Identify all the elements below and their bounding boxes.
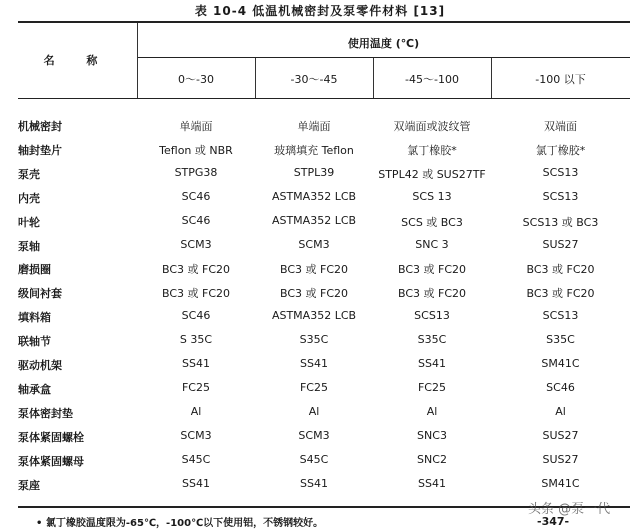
row-label: 泵座 [18,479,40,492]
table-cell: BC3 或 FC20 [161,287,231,300]
table-cell: SS41 [182,357,210,370]
row-label: 填料箱 [18,311,51,324]
header-range: -30～-45 [290,73,338,86]
row-label: 机械密封 [18,120,62,133]
table-cell: 玻璃填充 Teflon [274,144,354,157]
header-range: 0～-30 [178,73,214,86]
header-name: 名 称 [43,54,112,67]
table-cell: SS41 [418,357,446,370]
table-cell: SCS13 [414,309,450,322]
table-cell: S35C [299,333,329,346]
table-cell: SCS 或 BC3 [401,216,463,229]
row-label: 磨损圈 [18,263,51,276]
table-cell: STPG38 [174,166,218,179]
table-cell: SCS 13 [412,190,452,203]
table-row [0,333,640,353]
table-cell: SUS27 [542,429,579,442]
footnote: • 氯丁橡胶温度限为-65℃，-100℃以下使用铝，不锈钢较好。 [36,518,324,529]
table-cell: SCM3 [298,238,330,251]
table-cell: BC3 或 FC20 [397,263,467,276]
table-cell: SUS27 [542,238,579,251]
table-cell: S45C [181,453,211,466]
table-row [0,118,640,138]
table-cell: SC46 [181,309,211,322]
table-cell: SCS13 [542,166,579,179]
table-cell: 氯丁橡胶* [535,144,586,157]
top-rule [18,21,630,23]
table-cell: SM41C [541,357,580,370]
table-cell: BC3 或 FC20 [279,263,349,276]
table-cell: BC3 或 FC20 [279,287,349,300]
watermark: 头条 @泵一代 [528,502,611,517]
table-row [0,285,640,305]
table-row [0,357,640,377]
table-cell: Al [426,405,438,418]
table-row [0,238,640,258]
table-cell: SM41C [541,477,580,490]
row-label: 级间衬套 [18,287,62,300]
table-cell: BC3 或 FC20 [526,263,595,276]
table-row [0,453,640,473]
table-cell: S35C [417,333,447,346]
row-label: 联轴节 [18,335,51,348]
table-cell: BC3 或 FC20 [397,287,467,300]
table-cell: 氯丁橡胶* [407,144,457,157]
table-row [0,261,640,281]
table-cell: 单端面 [297,120,331,133]
header-rule [18,98,630,99]
row-label: 泵轴 [18,240,40,253]
row-label: 内壳 [18,192,40,205]
row-label: 轴承盒 [18,383,51,396]
table-cell: Al [555,405,566,418]
table-cell: Al [308,405,320,418]
table-cell: SCS13 或 BC3 [522,216,599,229]
table-row [0,214,640,234]
table-cell: SCM3 [298,429,330,442]
table-cell: S45C [299,453,329,466]
table-cell: S 35C [179,333,213,346]
table-cell: SNC 3 [415,238,449,251]
table-cell: FC25 [417,381,446,394]
row-label: 泵体密封垫 [18,407,73,420]
row-label: 泵体紧固螺栓 [18,431,84,444]
table-cell: STPL39 [293,166,335,179]
table-row [0,381,640,401]
row-label: 轴封垫片 [18,144,62,157]
table-cell: SC46 [181,190,211,203]
subheader-rule [137,57,630,58]
table-cell: 单端面 [179,120,213,133]
table-cell: SC46 [181,214,211,227]
table-cell: ASTMA352 LCB [271,309,357,322]
table-row [0,477,640,497]
table-cell: SNC3 [417,429,447,442]
table-cell: ASTMA352 LCB [271,190,357,203]
table-cell: SUS27 [542,453,579,466]
table-cell: Teflon 或 NBR [159,144,233,157]
table-cell: SS41 [300,477,328,490]
table-row [0,190,640,210]
table-cell: FC25 [181,381,210,394]
header-temperature: 使用温度 (℃) [347,37,420,50]
table-cell: SNC2 [417,453,447,466]
table-title: 表 10-4 低温机械密封及泵零件材料 [13] [194,4,446,18]
table-cell: BC3 或 FC20 [526,287,595,300]
table-cell: SS41 [418,477,446,490]
table-cell: 双端面或波纹管 [393,120,471,133]
table-row [0,429,640,449]
header-range: -45～-100 [405,73,459,86]
table-cell: SCS13 [542,309,579,322]
table-row [0,166,640,186]
table-cell: BC3 或 FC20 [161,263,231,276]
row-label: 驱动机架 [18,359,62,372]
table-cell: ASTMA352 LCB [271,214,357,227]
header-range: -100 以下 [535,73,586,86]
table-row [0,405,640,425]
table-cell: SCM3 [180,238,212,251]
table-cell: SS41 [300,357,328,370]
table-row [0,142,640,162]
table-cell: SS41 [182,477,210,490]
page-number: -347- [537,515,570,528]
table-cell: SCS13 [542,190,579,203]
row-label: 叶轮 [18,216,40,229]
row-label: 泵壳 [18,168,40,181]
table-cell: 双端面 [544,120,577,133]
table-cell: STPL42 或 SUS27TF [378,168,486,181]
table-row [0,309,640,329]
table-cell: SCM3 [180,429,212,442]
row-label: 泵体紧固螺母 [18,455,84,468]
table-cell: SC46 [546,381,575,394]
table-cell: Al [190,405,202,418]
table-cell: FC25 [299,381,328,394]
table-cell: S35C [546,333,575,346]
